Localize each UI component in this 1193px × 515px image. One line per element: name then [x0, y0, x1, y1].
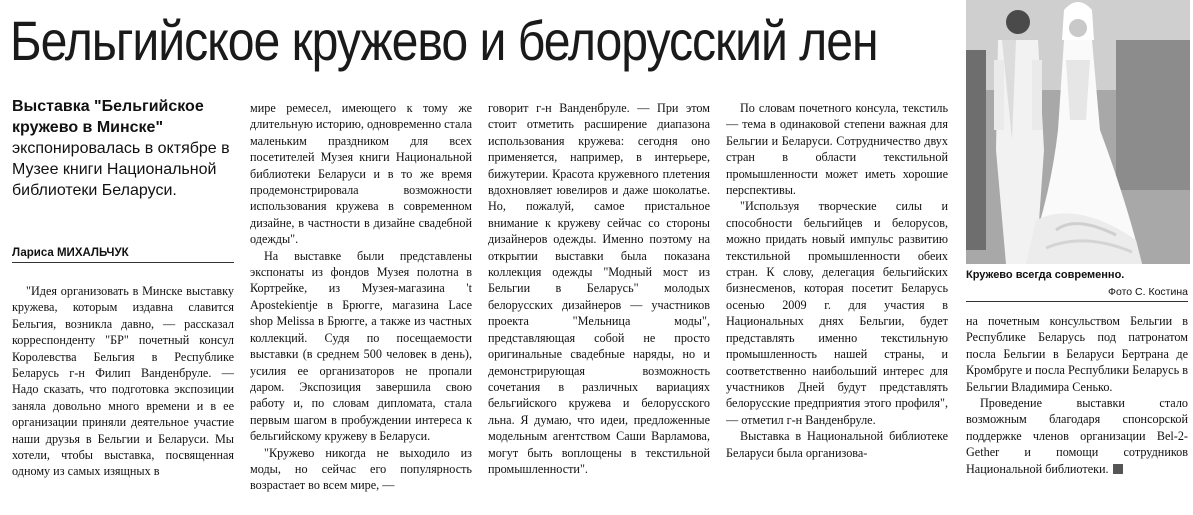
article-column-5: [966, 313, 1188, 511]
paragraph-text: Проведение выставки стало возможным благодаря спонсорской поддержке членов организации Bel-2-Gether и помощи сотрудников Национальной библиотеки.: [966, 396, 1188, 476]
paragraph: на почетным консульством Бельгии в Республике Беларусь под патронатом посла Бельгии в Беларуси Бертрана де Кромбруге и посла Республики Беларусь в Бельгии Владимира Сенько.: [966, 314, 1188, 394]
lead-body: экспонировалась в октябре в Музее книги Национальной библиотеки Беларуси.: [12, 140, 230, 199]
paragraph: По словам почетного консула, текстиль — тема в одинаковой степени важная для Бельгии и Беларуси. Сотрудничество двух стран в области текстильной промышленности может иметь хорошие перспективы.: [726, 101, 948, 198]
article-column-1: [12, 283, 234, 511]
photo-illustration: [966, 0, 1190, 264]
paragraph: "Используя творческие силы и способности бельгийцев и белорусов, можно придать новый импульс развитию текстильной промышленности обеих стран. К слову, делегация бельгийских бизнесменов, которая посетит Беларусь осенью 2009 г. для участия в Национальных днях Бельгии, будет представлять именно текстильную промышленность нашей страны, и соответственно наибольший интерес для участников Дней будут представлять белорусские предприятия этого профиля", — отметил г-н Ванденбруле.: [726, 199, 948, 427]
lead-title: Выставка "Бельгийское кружево в Минске": [12, 98, 204, 136]
end-of-article-mark: [1113, 464, 1123, 474]
article-column-2: [250, 100, 472, 510]
photo-credit: Фото С. Костина: [966, 285, 1188, 302]
fashion-show-photo: [966, 0, 1190, 264]
paragraph: мире ремесел, имеющего к тому же длительную историю, одновременно стала маленьким праздником для всех посетителей Музея книги Национальной библиотеки Беларуси и в то же время продемонстрировала возможности использования кружева в современном дизайне, в частности в дизайне свадебной одежды".: [250, 101, 472, 247]
paragraph: "Кружево никогда не выходило из моды, но сейчас его популярность возрастает во всем мире, —: [250, 445, 472, 493]
photo-caption: Кружево всегда современно.: [966, 269, 1125, 281]
article-column-3: [488, 100, 710, 510]
paragraph: На выставке были представлены экспонаты из фондов Музея полотна в Кортрейке, из Музея-магазина 't Apostekientje в Брюгге, магазина Lace shop Melissa в Брюгге, а также из частных коллекций. Судя по посещаемости выставки (в среднем 500 человек в день), усилия ее организаторов не пропали даром. Экспозиция завершила свою работу и, по словам дипломата, стала первым шагом в пробуждении интереса к бельгийскому кружеву в Беларуси.: [250, 248, 472, 444]
paragraph: Выставка в Национальной библиотеке Беларуси была организова-: [726, 429, 948, 460]
paragraph: "Идея организовать в Минске выставку кружева, которым издавна славится Бельгия, возникла давно, — рассказал корреспонденту "БР" почетный консул Королевства Бельгия в Республике Беларусь г-н Филип Ванденбруле. — Надо сказать, что подготовка экспозиции заняла довольно много времени и в ее организации приняли деятельное участие наши друзья в Бельгии и Беларуси. Мы хотели, чтобы выставка, посвященная одному из самых изящных в: [12, 284, 234, 479]
headline: Бельгийское кружево и белорусский лен: [10, 9, 878, 72]
paragraph-final: [966, 395, 1188, 477]
byline: Лариса МИХАЛЬЧУК: [12, 245, 234, 263]
paragraph: говорит г-н Ванденбруле. — При этом стоит отметить расширение диапазона использования кружева: сегодня оно применяется, например, в интерьере, бижутерии. Красота кружевного плетения вдохновляет ювелиров и даже шоколатье. Но, пожалуй, самое пристальное внимание к кружеву сейчас со стороны дизайнеров одежды. Именно поэтому на открытии выставки была показана коллекция одежды "Модный мост из Бельгии в Беларусь" молодых белорусских дизайнеров — участников проекта "Мельница моды", представляющая собой не просто оригинальные свадебные наряды, но и демонстрирующая возможность сочетания в различных вариациях бельгийского кружева и белорусского льна. Я думаю, что идеи, предложенные модельным агентством Саши Варламова, могут быть воплощены в текстильной промышленности".: [488, 101, 710, 476]
article-column-4: [726, 100, 948, 510]
